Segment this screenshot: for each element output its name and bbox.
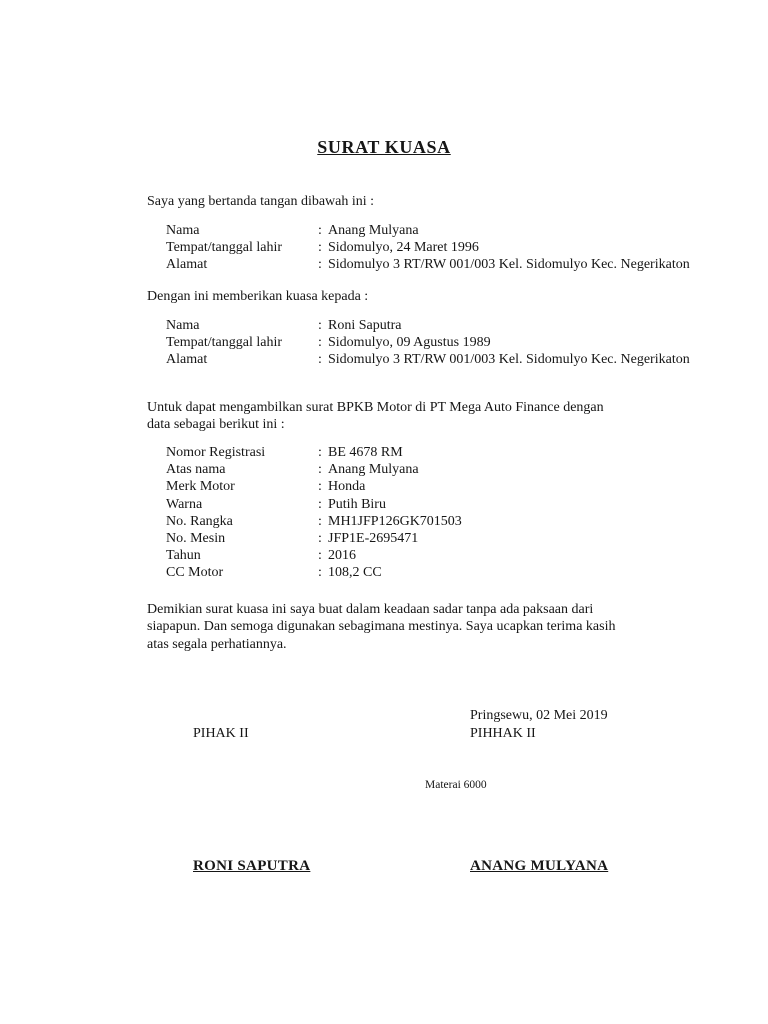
closing-paragraph bbox=[147, 601, 615, 653]
field-label: Tempat/tanggal lahir bbox=[166, 240, 283, 256]
field-label: Atas nama bbox=[166, 462, 226, 478]
detail-row bbox=[166, 351, 690, 368]
field-label: Nomor Registrasi bbox=[166, 445, 266, 460]
field-label: Nama bbox=[166, 223, 200, 238]
detail-row bbox=[166, 478, 462, 495]
colon-separator: : bbox=[318, 513, 322, 529]
field-value: Sidomulyo 3 RT/RW 001/003 Kel. Sidomulyo Kec. Negerikaton bbox=[328, 352, 690, 368]
field-label: Tempat/tanggal lahir bbox=[166, 335, 283, 351]
colon-separator: : bbox=[318, 223, 322, 238]
colon-separator: : bbox=[318, 548, 322, 564]
signature-name-right: ANANG MULYANA bbox=[470, 858, 609, 874]
field-label: CC Motor bbox=[166, 565, 224, 581]
field-label: No. Rangka bbox=[166, 513, 233, 529]
materai-label: Materai 6000 bbox=[425, 779, 487, 791]
colon-separator: : bbox=[318, 462, 322, 478]
colon-separator: : bbox=[318, 257, 322, 273]
colon-separator: : bbox=[318, 352, 322, 368]
field-value: Sidomulyo, 09 Agustus 1989 bbox=[328, 335, 491, 351]
intro-line: Saya yang bertanda tangan dibawah ini : bbox=[147, 194, 375, 209]
party2-details bbox=[166, 317, 690, 369]
colon-separator: : bbox=[318, 445, 322, 460]
closing-line: siapapun. Dan semoga digunakan sebagimana mestinya. Saya ucapkan terima kasih bbox=[147, 619, 616, 635]
detail-row bbox=[166, 513, 462, 530]
field-label: Tahun bbox=[166, 548, 201, 564]
detail-row bbox=[166, 564, 462, 581]
field-value: Anang Mulyana bbox=[328, 462, 419, 478]
field-label: No. Mesin bbox=[166, 531, 226, 547]
field-value: MH1JFP126GK701503 bbox=[328, 513, 462, 529]
field-value: Sidomulyo, 24 Maret 1996 bbox=[328, 240, 479, 256]
field-value: Honda bbox=[328, 479, 366, 495]
field-value: BE 4678 RM bbox=[328, 445, 403, 460]
detail-row bbox=[166, 547, 462, 564]
detail-row bbox=[166, 530, 462, 547]
document-title: SURAT KUASA bbox=[317, 137, 451, 157]
closing-line: Demikian surat kuasa ini saya buat dalam keadaan sadar tanpa ada paksaan dari bbox=[147, 602, 594, 617]
signature-place-date: Pringsewu, 02 Mei 2019 bbox=[470, 708, 608, 723]
colon-separator: : bbox=[318, 240, 322, 256]
party1-details bbox=[166, 222, 690, 274]
field-label: Alamat bbox=[166, 352, 208, 368]
signature-role-left: PIHAK II bbox=[193, 726, 249, 741]
detail-row bbox=[166, 317, 690, 334]
grant-line: Dengan ini memberikan kuasa kepada : bbox=[147, 289, 369, 304]
field-value: Putih Biru bbox=[328, 496, 386, 512]
purpose-line: data sebagai berikut ini : bbox=[147, 417, 285, 433]
detail-row bbox=[166, 461, 462, 478]
detail-row bbox=[166, 239, 690, 256]
field-value: Anang Mulyana bbox=[328, 223, 419, 238]
field-label: Nama bbox=[166, 318, 200, 333]
field-value: Roni Saputra bbox=[328, 318, 402, 333]
detail-row bbox=[166, 444, 462, 461]
colon-separator: : bbox=[318, 318, 322, 333]
field-value: 2016 bbox=[328, 548, 356, 564]
detail-row bbox=[166, 496, 462, 513]
signature-role-right: PIHHAK II bbox=[470, 726, 536, 741]
colon-separator: : bbox=[318, 531, 322, 547]
field-label: Merk Motor bbox=[166, 479, 235, 495]
purpose-line: Untuk dapat mengambilkan surat BPKB Motor di PT Mega Auto Finance dengan bbox=[147, 400, 604, 415]
field-label: Warna bbox=[166, 496, 203, 512]
colon-separator: : bbox=[318, 335, 322, 351]
purpose-paragraph bbox=[147, 399, 604, 434]
detail-row bbox=[166, 222, 690, 239]
closing-line: atas segala perhatiannya. bbox=[147, 636, 287, 652]
field-value: Sidomulyo 3 RT/RW 001/003 Kel. Sidomulyo Kec. Negerikaton bbox=[328, 257, 690, 273]
field-value: JFP1E-2695471 bbox=[328, 531, 419, 547]
vehicle-details bbox=[166, 444, 462, 582]
signature-name-left: RONI SAPUTRA bbox=[193, 858, 311, 874]
detail-row bbox=[166, 256, 690, 273]
colon-separator: : bbox=[318, 565, 322, 581]
colon-separator: : bbox=[318, 479, 322, 495]
colon-separator: : bbox=[318, 496, 322, 512]
field-label: Alamat bbox=[166, 257, 208, 273]
field-value: 108,2 CC bbox=[328, 565, 382, 581]
detail-row bbox=[166, 334, 690, 351]
